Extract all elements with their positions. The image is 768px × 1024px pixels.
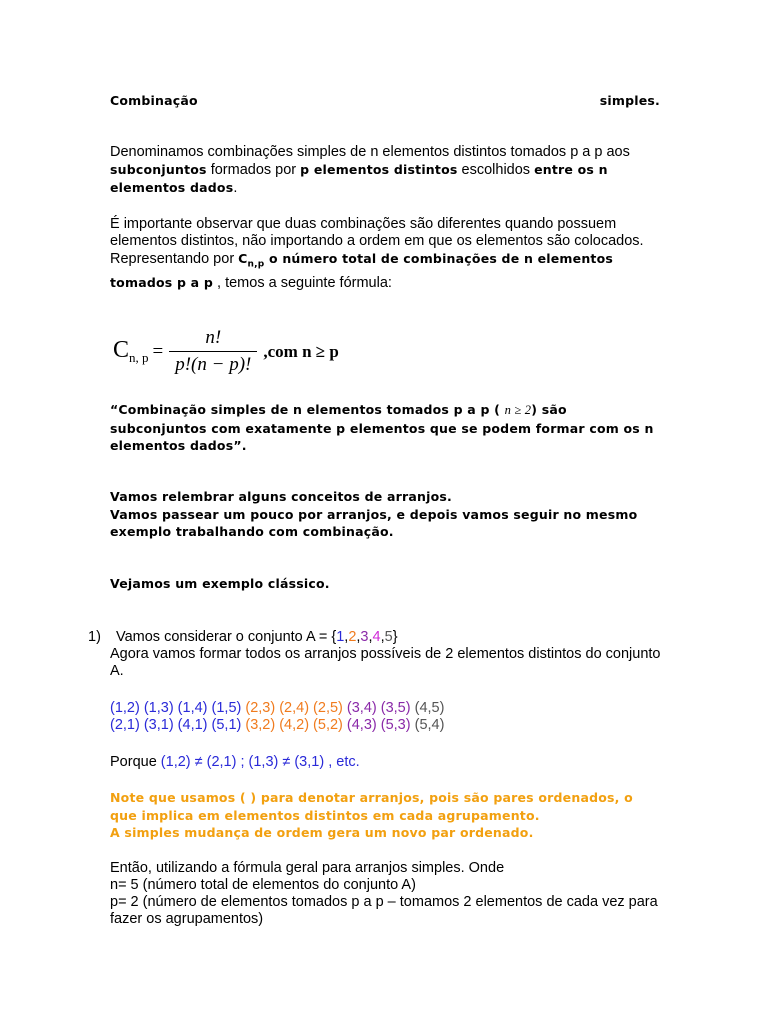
arranjos-intro-line-1: Vamos relembrar alguns conceitos de arranjos. xyxy=(110,489,452,504)
arranjos-intro xyxy=(110,488,665,541)
definition-bold-1: subconjuntos xyxy=(110,162,207,177)
definition-text-3: escolhidos xyxy=(457,162,535,178)
definition-bold-2: p elementos distintos xyxy=(300,162,458,177)
definition-bold-3: entre os n elementos dados xyxy=(110,162,608,195)
note-paragraph xyxy=(110,789,662,842)
example-heading: Vejamos um exemplo clássico. xyxy=(110,576,330,591)
formula-condition: ,com n ≥ p xyxy=(263,341,339,361)
title-right: simples. xyxy=(599,93,660,108)
porque-line: Porque (1,2) ≠ (2,1) ; (1,3) ≠ (3,1) , etc. xyxy=(110,754,360,770)
observation-paragraph xyxy=(110,216,670,292)
definition-quote xyxy=(110,401,660,455)
formula-lhs: $C_{n, p}$ xyxy=(113,337,149,365)
note-line-1: Note que usamos ( ) para denotar arranjos, pois são pares ordenados, o que implica em elementos distintos em cada agrupamento. xyxy=(110,790,633,823)
quote-condition: n ≥ 2 xyxy=(504,403,532,417)
set-definition: Vamos considerar o conjunto A = {1,2,3,4,5} xyxy=(116,629,398,645)
quote-text-1: “Combinação simples de n elementos tomados p a p ( xyxy=(110,402,505,417)
note-line-2: A simples mudança de ordem gera um novo par ordenado. xyxy=(110,825,534,840)
definition-paragraph xyxy=(110,144,670,197)
observation-text: É importante observar que duas combinações são diferentes quando possuem elementos distintos, não importando a ordem em que os elementos são colocados. xyxy=(110,216,644,249)
pairs-list xyxy=(110,700,670,734)
representation-line xyxy=(110,250,670,292)
definition-text-2: formados por xyxy=(206,162,301,178)
representation-bold: o número total de combinações de n elementos tomados p a p xyxy=(110,251,614,290)
example-item xyxy=(110,629,670,680)
formula-equals: = xyxy=(152,340,164,362)
application-line-2: n= 5 (número total de elementos do conjunto A) xyxy=(110,877,416,893)
pairs-row-2: (2,1) (3,1) (4,1) (5,1) (3,2) (4,2) (5,2) (4,3) (5,3) (5,4) xyxy=(110,717,445,733)
combination-formula xyxy=(113,327,339,376)
formula-application xyxy=(110,860,670,928)
arranjos-intro-line-2: Vamos passear um pouco por arranjos, e depois vamos seguir no mesmo exemplo trabalhando com combinação. xyxy=(110,506,638,539)
formula-denominator: p!(n − p)! xyxy=(169,351,257,376)
representation-text-1: Representando por xyxy=(110,251,239,267)
application-line-3: p= 2 (número de elementos tomados p a p – tomamos 2 elementos de cada vez para fazer os agrupamentos) xyxy=(110,894,658,927)
definition-text-1: Denominamos combinações simples de n elementos distintos tomados p a p aos xyxy=(110,144,630,160)
formula-numerator: n! xyxy=(205,327,222,348)
representation-text-2: , temos a seguinte fórmula: xyxy=(213,274,392,291)
application-line-1: Então, utilizando a fórmula geral para arranjos simples. Onde xyxy=(110,860,505,876)
cnp-symbol: $C_{n,p}$ xyxy=(238,251,265,270)
item-description: Agora vamos formar todos os arranjos possíveis de 2 elementos distintos do conjunto A. xyxy=(110,646,661,679)
definition-text-4: . xyxy=(233,180,238,196)
quote-text-2: ) são subconjuntos com exatamente p elementos que se podem formar com os n elementos dados”. xyxy=(110,402,654,453)
pairs-row-1: (1,2) (1,3) (1,4) (1,5) (2,3) (2,4) (2,5) (3,4) (3,5) (4,5) xyxy=(110,700,445,716)
page-title xyxy=(110,92,660,110)
title-left: Combinação xyxy=(110,93,198,108)
formula-fraction xyxy=(169,327,257,376)
list-number: 1) xyxy=(88,629,101,645)
